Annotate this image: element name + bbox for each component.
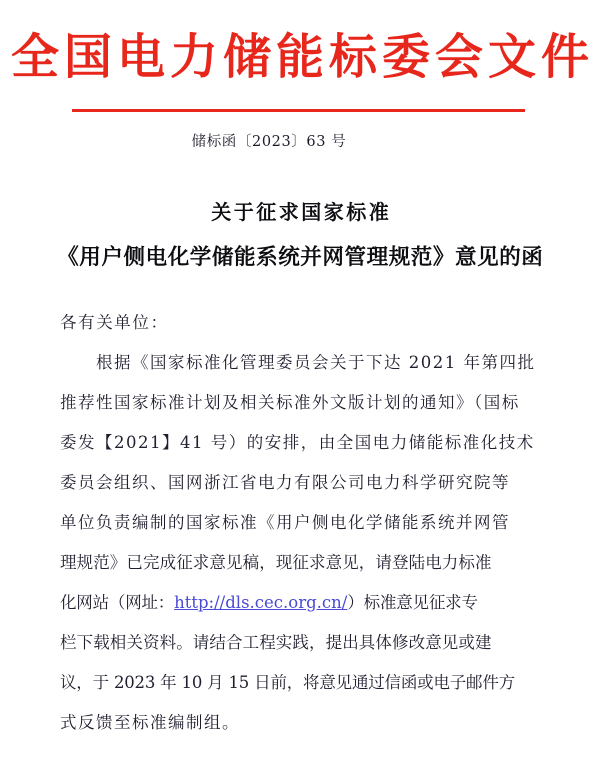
document-title-line-2: 《用户侧电化学储能系统并网管理规范》意见的函	[57, 245, 544, 270]
document-number: 储标函〔2023〕63 号	[191, 134, 347, 150]
body-line: 理规范》已完成征求意见稿，现征求意见，请登陆电力标准	[60, 553, 492, 572]
standards-website-link[interactable]: http://dls.cec.org.cn/	[174, 593, 348, 612]
body-line: 单位负责编制的国家标准《用户侧电化学储能系统并网管	[60, 513, 510, 532]
body-line: 推荐性国家标准计划及相关标准外文版计划的通知》（国标	[60, 393, 520, 412]
salutation: 各有关单位：	[60, 313, 169, 332]
body-line-with-link	[60, 583, 542, 623]
document-title-line-1: 关于征求国家标准	[211, 200, 392, 224]
body-line: 栏下载相关资料。请结合工程实践，提出具体修改意见或建	[60, 633, 492, 652]
body-line: 式反馈至标准编制组。	[60, 713, 240, 732]
body-line: 根据《国家标准化管理委员会关于下达 2021 年第四批	[96, 353, 536, 372]
body-line: 委发【2021】41 号）的安排，由全国电力储能标准化技术	[60, 433, 535, 452]
masthead-title: 全国电力储能标委会文件	[10, 29, 594, 85]
body-line: 议，于 2023 年 10 月 15 日前，将意见通过信函或电子邮件方	[60, 673, 515, 692]
body-line-text-after-link: ）标准意见征求专	[347, 593, 478, 612]
document-body	[60, 303, 542, 743]
masthead	[0, 26, 600, 89]
body-line-text-before-link: 化网站（网址：	[60, 593, 175, 612]
body-line: 委员会组织、国网浙江省电力有限公司电力科学研究院等	[60, 473, 510, 492]
masthead-divider	[72, 109, 525, 112]
